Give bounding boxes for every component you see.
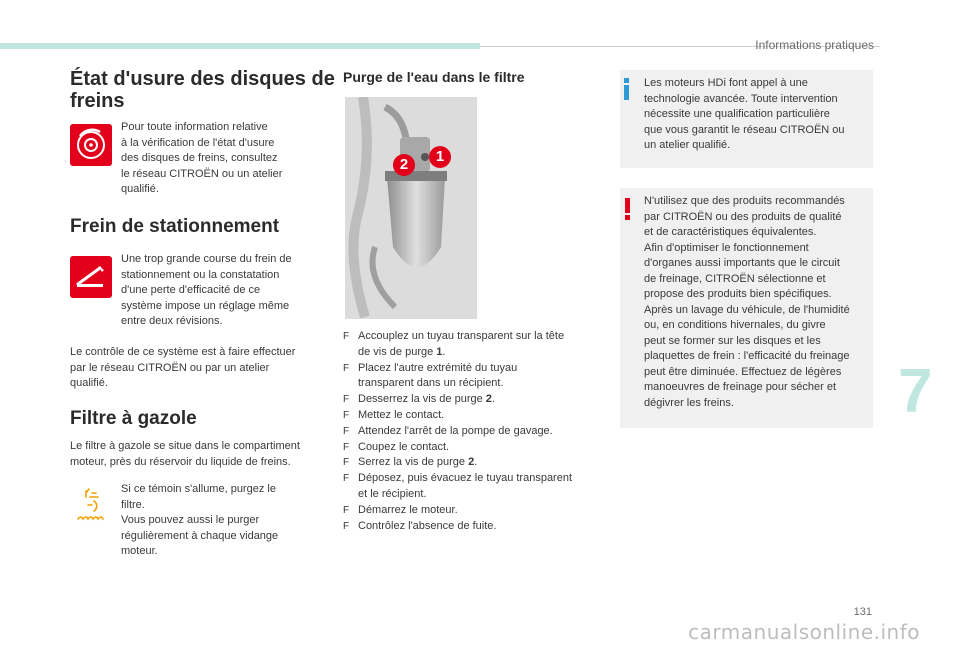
step-bullet: F: [343, 362, 350, 374]
step-punctuation: .: [442, 345, 446, 358]
diesel-filter-text: Le filtre à gazole se situe dans le compartiment moteur, près du réservoir du liquide de freins.: [70, 440, 300, 468]
step-text: Contrôlez l'absence de fuite.: [358, 519, 497, 532]
info-note: [620, 70, 873, 168]
parking-brake-text: Une trop grande course du frein de stationnement ou la constatation d'une perte d'efficacité de ce système impose un réglage même entre deux révisions.: [121, 253, 292, 327]
purge-step: [343, 408, 603, 424]
header-accent-bar: [0, 43, 480, 49]
step-text: Placez l'autre extrémité du tuyau transparent dans un récipient.: [358, 361, 518, 390]
step-punctuation: .: [474, 456, 478, 469]
step-screw-number: 1: [436, 345, 443, 358]
step-screw-number: 2: [468, 456, 475, 469]
step-bullet: F: [343, 441, 350, 453]
step-bullet: F: [343, 520, 350, 532]
step-bullet: F: [343, 504, 350, 516]
step-text: Déposez, puis évacuez le tuyau transparent et le récipient.: [358, 472, 573, 500]
warning-exclamation-icon: [625, 198, 630, 220]
section-title: Informations pratiques: [755, 38, 874, 52]
purge-steps-list: [343, 329, 603, 534]
diesel-filter-title: Filtre à gazole: [70, 408, 197, 429]
step-text: Desserrez la vis de purge: [358, 393, 486, 406]
purge-step: [343, 440, 603, 456]
step-bullet: F: [343, 409, 350, 421]
step-text: Coupez le contact.: [358, 440, 450, 453]
callout-1: 1: [429, 146, 451, 168]
step-bullet: F: [343, 425, 350, 437]
purge-step: [343, 361, 603, 393]
info-note-text: Les moteurs HDi font appel à une technologie avancée. Toute intervention nécessite une qualification particulière que vous garantit le réseau CITROËN ou un atelier qualifié.: [644, 77, 845, 151]
step-bullet: F: [343, 457, 350, 469]
step-text: Attendez l'arrêt de la pompe de gavage.: [358, 424, 553, 437]
brake-disc-icon: [70, 124, 112, 166]
step-screw-number: 2: [485, 393, 492, 406]
step-text: Démarrez le moteur.: [358, 503, 458, 516]
water-purge-title: Purge de l'eau dans le filtre: [343, 69, 525, 85]
chapter-number: 7: [898, 357, 933, 426]
disc-wear-text: Pour toute information relative à la vérification de l'état d'usure des disques de freins, consultez le réseau CITROËN ou un atelier qualifié.: [121, 121, 283, 195]
warning-note-text: N'utilisez que des produits recommandés par CITROËN ou des produits de qualité et de caractéristiques équivalentes. Afin d'optimiser le fonctionnement d'organes aussi importants que le circuit de freinage, CITROËN sélectionne et propose des produits bien spécifiques. Après un lavage du véhicule, de l'humidité ou, en conditions hivernales, du givre peut se former sur les disques et les plaquettes de frein : l'efficacité du freinage peut être diminuée. Effectuez de légères manoeuvres de freinage pour sécher et dégivrer les freins.: [644, 195, 850, 409]
parking-brake-icon: [70, 256, 112, 298]
step-punctuation: .: [491, 393, 495, 406]
step-bullet: F: [343, 331, 350, 342]
purge-step: [343, 392, 603, 408]
parking-brake-check-text: Le contrôle de ce système est à faire effectuer par le réseau CITROËN ou par un atelier qualifié.: [70, 346, 296, 389]
page-number: 131: [853, 606, 872, 618]
water-in-fuel-warning-icon: [72, 485, 116, 529]
warning-note: [620, 188, 873, 428]
diesel-filter-warning-text: Si ce témoin s'allume, purgez le filtre. Vous pouvez aussi le purger régulièrement à chaque vidange moteur.: [121, 483, 279, 557]
purge-step: [343, 519, 603, 535]
purge-step: [343, 424, 603, 440]
purge-step: [343, 503, 603, 519]
step-text: Mettez le contact.: [358, 408, 445, 421]
callout-2: 2: [393, 154, 415, 176]
step-bullet: F: [343, 473, 350, 485]
parking-brake-title: Frein de stationnement: [70, 216, 280, 237]
purge-step: [343, 455, 603, 471]
watermark: carmanualsonline.info: [688, 620, 920, 644]
fuel-filter-photo: [345, 97, 477, 319]
step-text: Accouplez un tuyau transparent sur la tête de vis de purge: [358, 330, 565, 358]
chapter-tab: [880, 338, 960, 438]
step-text: Serrez la vis de purge: [358, 456, 469, 469]
disc-wear-title: État d'usure des disques de freins: [70, 68, 335, 112]
info-icon: [624, 78, 629, 99]
purge-step: [343, 329, 603, 361]
step-bullet: F: [343, 394, 350, 406]
purge-step: [343, 471, 603, 503]
